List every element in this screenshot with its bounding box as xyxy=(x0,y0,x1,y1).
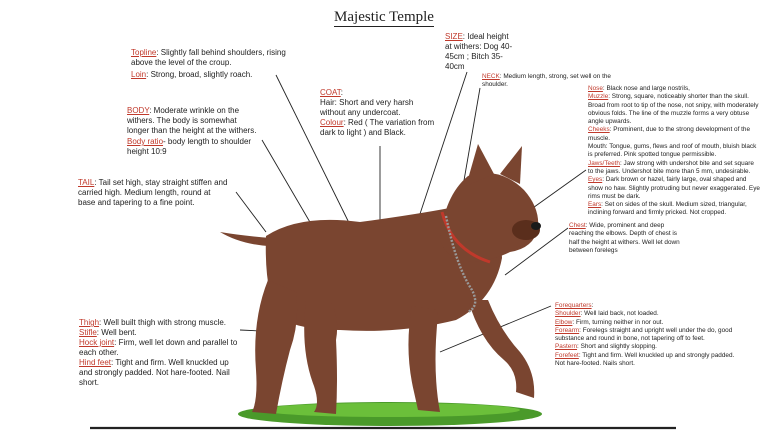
forequarters-label: Forequarters xyxy=(555,302,592,309)
nose-label: Nose xyxy=(588,85,603,92)
tail-note xyxy=(78,178,228,208)
grass xyxy=(238,402,542,426)
nose-text: : Black nose and large nostrils, xyxy=(602,85,690,92)
thigh-text: : Well built thigh with strong muscle. xyxy=(99,318,227,327)
stifle-text: : Well bent. xyxy=(96,328,137,337)
nose-marker xyxy=(531,222,541,230)
pastern-text: : Short and slightly slopping. xyxy=(577,343,657,351)
chest-note xyxy=(569,222,689,255)
forefeet-label: Forefeet xyxy=(555,351,579,359)
mouth-text: Mouth: Tongue, gums, flews and roof of mouth, bluish black is preferred. Pink spotted tongue permissible. xyxy=(588,143,757,159)
loin-label: Loin xyxy=(131,70,147,79)
colour-label: Colour xyxy=(320,118,344,127)
pastern-label: Pastern xyxy=(555,343,578,351)
muzzle-text: : Strong, square, noticeably shorter than the skull. Broad from root to tip of the nose, not snipy, with moderately obvious folds. The line of the muzzle forms a very obtuse angle upwards. xyxy=(588,93,759,126)
chest-label: Chest xyxy=(569,222,586,229)
hock-text: : Firm, well let down and parallel to each other. xyxy=(79,338,238,357)
colour-text: : Red ( The variation from dark to light ) and Black. xyxy=(320,118,435,137)
tail-text: : Tail set high, stay straight stiffen and carried high. Medium length, round at base and tapering to a fine point. xyxy=(78,178,228,207)
head-note xyxy=(588,85,760,218)
size-note xyxy=(445,32,517,72)
forefeet-text: : Tight and firm. Well knuckled up and strongly padded. Not hare-footed. Nails short. xyxy=(555,351,735,368)
jaws-text: : Jaw strong with undershot bite and set square to the jaws. Undershot bite more than 5 mm, undesirable. xyxy=(588,159,754,175)
forequarters-note xyxy=(555,302,735,368)
topline-note xyxy=(131,48,306,80)
tail-label: TAIL xyxy=(78,178,95,187)
hock-label: Hock joint xyxy=(79,338,115,347)
page-title: Majestic Temple xyxy=(334,9,434,25)
eyes-text: : Dark brown or hazel, fairly large, oval shaped and show no haw. Slightly protruding but never exaggerated. Eye rims must be dark. xyxy=(588,176,760,200)
cheeks-text: : Prominent, due to the strong development of the muscle. xyxy=(588,126,750,142)
body-ratio-label: Body ratio xyxy=(127,137,164,146)
shoulder-text: : Well laid back, not loaded. xyxy=(580,310,659,318)
stifle-label: Stifle xyxy=(79,328,97,337)
hindfeet-text: : Tight and firm. Well knuckled up and strongly padded. Not hare-footed. Nail short. xyxy=(79,358,230,387)
hindquarters-note xyxy=(79,318,244,388)
head-pointer xyxy=(530,170,586,210)
loin-text: : Strong, broad, slightly roach. xyxy=(146,70,253,79)
coat-note xyxy=(320,88,438,138)
shoulder-label: Shoulder xyxy=(555,310,581,318)
elbow-label: Elbow xyxy=(555,318,573,326)
coat-text: : xyxy=(340,88,343,97)
chest-text: : Wide, prominent and deep reaching the elbows. Depth of chest is half the height at withers. Well let down between forelegs xyxy=(569,222,680,254)
neck-label: NECK xyxy=(482,73,500,80)
body-text: : Moderate wrinkle on the withers. The body is somewhat longer than the height at the withers. xyxy=(127,106,257,135)
tail-pointer xyxy=(236,192,266,232)
elbow-text: : Firm, turning neither in nor out. xyxy=(572,318,664,326)
coat-label: COAT xyxy=(320,88,341,97)
forequarters-text: : xyxy=(591,302,594,309)
muzzle-label: Muzzle xyxy=(588,93,609,101)
thigh-label: Thigh xyxy=(79,318,100,327)
ears-text: : Set on sides of the skull. Medium sized, triangular, inclining forward and firmly pricked. Not cropped. xyxy=(588,201,747,217)
size-label: SIZE xyxy=(445,32,463,41)
body-note xyxy=(127,106,257,157)
cheeks-label: Cheeks xyxy=(588,126,610,134)
body-ratio-text: - body length to shoulder height 10:9 xyxy=(127,137,252,156)
size-text: : Ideal height at withers: Dog 40-45cm ; Bitch 35-40cm xyxy=(445,32,513,71)
eyes-label: Eyes xyxy=(588,176,603,184)
body-label: BODY xyxy=(127,106,150,115)
coat-hair: Hair: Short and very harsh without any undercoat. xyxy=(320,98,414,117)
forearm-label: Forearm xyxy=(555,326,580,334)
ears-label: Ears xyxy=(588,201,602,209)
topline-label: Topline xyxy=(131,48,157,57)
neck-text: : Medium length, strong, set well on the shoulder. xyxy=(482,73,611,89)
dog xyxy=(220,144,538,414)
forearm-text: : Forelegs straight and upright well under the do, good substance and round in bone, not tapering off to feet. xyxy=(555,326,733,343)
topline-text: : Slightly fall behind shoulders, rising above the level of the croup. xyxy=(131,48,286,67)
hindfeet-label: Hind feet xyxy=(79,358,112,367)
jaws-label: Jaws/Teeth xyxy=(588,159,620,167)
